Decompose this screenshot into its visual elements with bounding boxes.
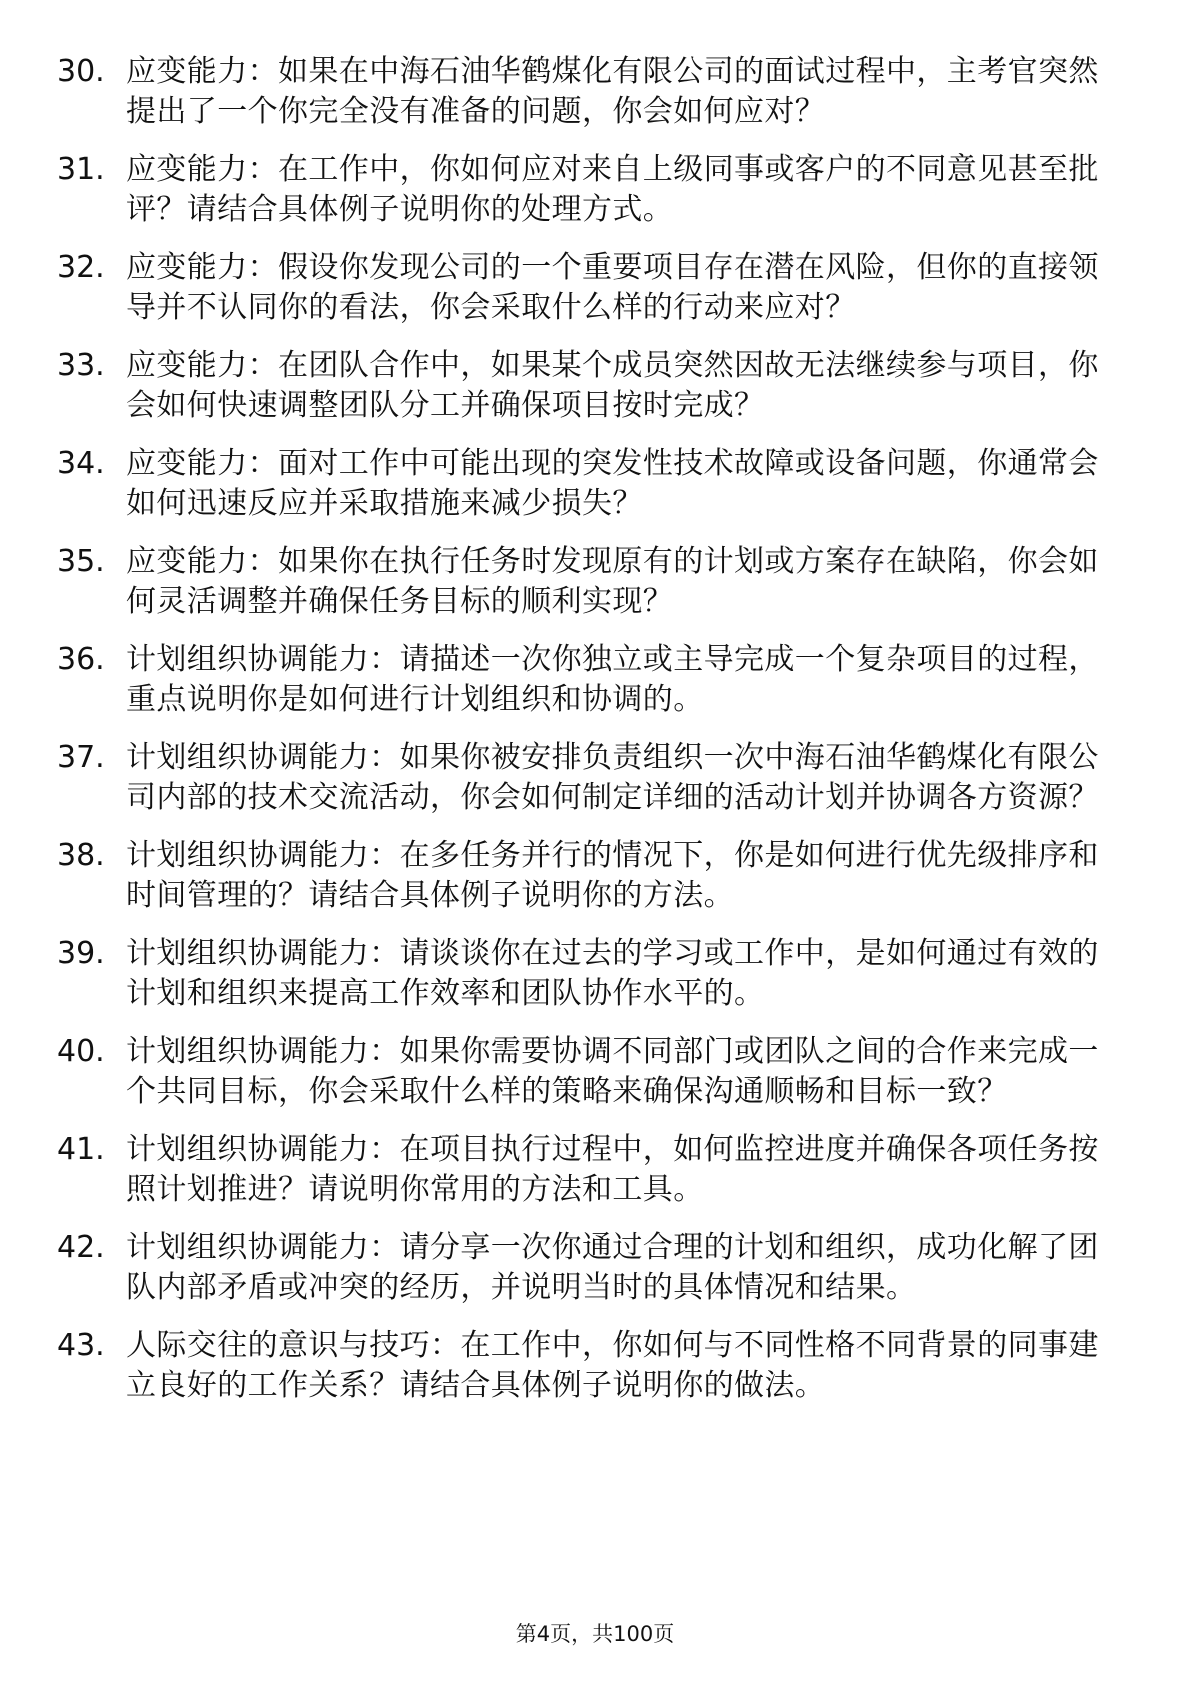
- question-text: 应变能力：在工作中，你如何应对来自上级同事或客户的不同意见甚至批评？请结合具体例子说明你的处理方式。: [126, 152, 1099, 227]
- question-number: 36.: [57, 642, 105, 677]
- question-number: 31.: [57, 152, 105, 187]
- question-text: 计划组织协调能力：请谈谈你在过去的学习或工作中，是如何通过有效的计划和组织来提高工作效率和团队协作水平的。: [126, 936, 1099, 1011]
- question-item: [0, 934, 1190, 1014]
- question-list: [0, 52, 1190, 1424]
- question-number: 41.: [57, 1132, 105, 1167]
- question-item: [0, 542, 1190, 622]
- question-number: 30.: [57, 54, 105, 89]
- question-item: [0, 1326, 1190, 1406]
- question-number: 37.: [57, 740, 105, 775]
- question-number: 43.: [57, 1328, 105, 1363]
- question-text: 计划组织协调能力：在项目执行过程中，如何监控进度并确保各项任务按照计划推进？请说明你常用的方法和工具。: [126, 1132, 1099, 1207]
- question-number: 39.: [57, 936, 105, 971]
- question-item: [0, 52, 1190, 132]
- question-number: 35.: [57, 544, 105, 579]
- question-text: 应变能力：假设你发现公司的一个重要项目存在潜在风险，但你的直接领导并不认同你的看法，你会采取什么样的行动来应对？: [126, 250, 1099, 325]
- question-number: 34.: [57, 446, 105, 481]
- question-item: [0, 1228, 1190, 1308]
- question-number: 40.: [57, 1034, 105, 1069]
- question-item: [0, 1032, 1190, 1112]
- question-item: [0, 640, 1190, 720]
- page-number-label: 第4页，共100页: [515, 1622, 675, 1646]
- question-item: [0, 1130, 1190, 1210]
- question-text: 应变能力：面对工作中可能出现的突发性技术故障或设备问题，你通常会如何迅速反应并采取措施来减少损失？: [126, 446, 1099, 521]
- question-text: 计划组织协调能力：如果你需要协调不同部门或团队之间的合作来完成一个共同目标，你会采取什么样的策略来确保沟通顺畅和目标一致？: [126, 1034, 1099, 1109]
- question-text: 应变能力：在团队合作中，如果某个成员突然因故无法继续参与项目，你会如何快速调整团队分工并确保项目按时完成？: [126, 348, 1099, 423]
- question-text: 计划组织协调能力：请描述一次你独立或主导完成一个复杂项目的过程，重点说明你是如何进行计划组织和协调的。: [126, 642, 1099, 717]
- question-item: [0, 738, 1190, 818]
- question-number: 42.: [57, 1230, 105, 1265]
- question-number: 33.: [57, 348, 105, 383]
- question-number: 32.: [57, 250, 105, 285]
- question-item: [0, 248, 1190, 328]
- question-number: 38.: [57, 838, 105, 873]
- question-item: [0, 346, 1190, 426]
- page-footer: [0, 1620, 1190, 1648]
- question-text: 应变能力：如果在中海石油华鹤煤化有限公司的面试过程中，主考官突然提出了一个你完全没有准备的问题，你会如何应对？: [126, 54, 1099, 129]
- question-text: 人际交往的意识与技巧：在工作中，你如何与不同性格不同背景的同事建立良好的工作关系？请结合具体例子说明你的做法。: [126, 1328, 1099, 1403]
- question-text: 计划组织协调能力：在多任务并行的情况下，你是如何进行优先级排序和时间管理的？请结合具体例子说明你的方法。: [126, 838, 1099, 913]
- question-text: 计划组织协调能力：请分享一次你通过合理的计划和组织，成功化解了团队内部矛盾或冲突的经历，并说明当时的具体情况和结果。: [126, 1230, 1099, 1305]
- question-item: [0, 836, 1190, 916]
- question-text: 计划组织协调能力：如果你被安排负责组织一次中海石油华鹤煤化有限公司内部的技术交流活动，你会如何制定详细的活动计划并协调各方资源？: [126, 740, 1099, 815]
- question-item: [0, 444, 1190, 524]
- question-item: [0, 150, 1190, 230]
- question-text: 应变能力：如果你在执行任务时发现原有的计划或方案存在缺陷，你会如何灵活调整并确保任务目标的顺利实现？: [126, 544, 1099, 619]
